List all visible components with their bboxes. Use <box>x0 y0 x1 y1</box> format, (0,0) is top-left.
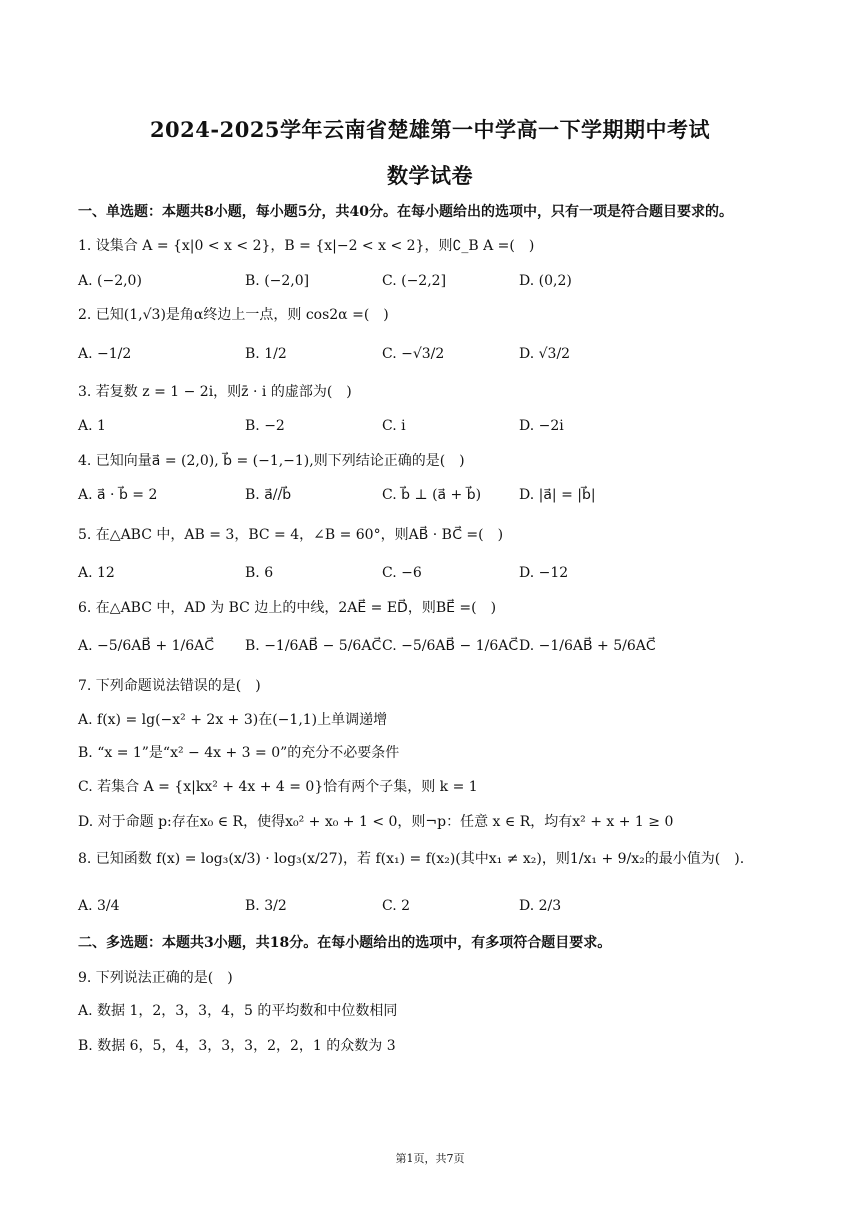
question-1-option-c: C. (−2,2] <box>382 273 447 289</box>
question-6-stem: 6. 在△ABC 中，AD 为 BC 边上的中线，2AE⃗ = ED⃗，则BE⃗ =( ) <box>78 600 497 616</box>
question-6-option-a: A. −5/6AB⃗ + 1/6AC⃗ <box>78 638 215 654</box>
question-5-stem: 5. 在△ABC 中，AB = 3，BC = 4，∠B = 60°，则AB⃗ · BC⃗ =( ) <box>78 527 504 543</box>
question-3-option-b: B. −2 <box>245 418 285 434</box>
question-6-option-b: B. −1/6AB⃗ − 5/6AC⃗ <box>245 638 382 654</box>
question-4-option-c: C. b⃗ ⊥ (a⃗ + b⃗) <box>382 487 482 503</box>
question-4-option-b: B. a⃗//b⃗ <box>245 487 292 503</box>
question-1-option-a: A. (−2,0) <box>78 273 142 289</box>
question-6-option-c: C. −5/6AB⃗ − 1/6AC⃗ <box>382 638 519 654</box>
question-3-option-d: D. −2i <box>519 418 564 434</box>
question-3-option-a: A. 1 <box>78 418 106 434</box>
question-1-option-b: B. (−2,0] <box>245 273 310 289</box>
question-5-option-a: A. 12 <box>78 565 115 581</box>
question-1-option-d: D. (0,2) <box>519 273 572 289</box>
exam-subtitle: 数学试卷 <box>387 163 473 188</box>
exam-title: 2024-2025学年云南省楚雄第一中学高一下学期期中考试 <box>149 117 711 142</box>
question-8-option-b: B. 3/2 <box>245 898 287 914</box>
question-2-option-a: A. −1/2 <box>78 346 132 362</box>
question-7-option-b: B. “x = 1”是“x² − 4x + 3 = 0”的充分不必要条件 <box>78 745 400 761</box>
question-1-stem: 1. 设集合 A = {x|0 < x < 2}，B = {x|−2 < x < 2}，则∁_B A =( ) <box>78 238 535 254</box>
question-4-option-d: D. |a⃗| = |b⃗| <box>519 487 596 503</box>
question-8-option-c: C. 2 <box>382 898 411 914</box>
page-footer: 第1页，共7页 <box>395 1152 465 1165</box>
question-2-option-d: D. √3/2 <box>519 346 571 362</box>
question-3-option-c: C. i <box>382 418 406 434</box>
question-6-option-d: D. −1/6AB⃗ + 5/6AC⃗ <box>519 638 656 654</box>
question-8-stem: 8. 已知函数 f(x) = log₃(x/3) · log₃(x/27)，若 f(x₁) = f(x₂)(其中x₁ ≠ x₂)，则1/x₁ + 9/x₂的最小值为( ). <box>78 851 745 867</box>
question-2-stem: 2. 已知(1,√3)是角α终边上一点，则 cos2α =( ) <box>78 307 389 323</box>
question-5-option-d: D. −12 <box>519 565 569 581</box>
section-single-choice: 一、单选题：本题共8小题，每小题5分，共40分。在每小题给出的选项中，只有一项是符合题目要求的。 <box>78 204 733 220</box>
section-multiple-choice: 二、多选题：本题共3小题，共18分。在每小题给出的选项中，有多项符合题目要求。 <box>78 935 612 951</box>
question-7-option-a: A. f(x) = lg(−x² + 2x + 3)在(−1,1)上单调递增 <box>78 712 388 728</box>
question-8-option-a: A. 3/4 <box>78 898 120 914</box>
question-3-stem: 3. 若复数 z = 1 − 2i，则z̄ · i 的虚部为( ) <box>78 384 352 400</box>
question-2-option-c: C. −√3/2 <box>382 346 445 362</box>
question-8-option-d: D. 2/3 <box>519 898 562 914</box>
question-4-stem: 4. 已知向量a⃗ = (2,0), b⃗ = (−1,−1),则下列结论正确的是( ) <box>78 453 465 469</box>
question-9-option-a: A. 数据 1，2，3，3，4，5 的平均数和中位数相同 <box>78 1003 398 1019</box>
question-7-option-c: C. 若集合 A = {x|kx² + 4x + 4 = 0}恰有两个子集，则 k = 1 <box>78 779 478 795</box>
question-5-option-b: B. 6 <box>245 565 274 581</box>
question-9-stem: 9. 下列说法正确的是( ) <box>78 970 233 986</box>
question-9-option-b: B. 数据 6，5，4，3，3，3，2，2，1 的众数为 3 <box>78 1038 396 1054</box>
question-4-option-a: A. a⃗ · b⃗ = 2 <box>78 487 158 503</box>
question-5-option-c: C. −6 <box>382 565 422 581</box>
question-2-option-b: B. 1/2 <box>245 346 287 362</box>
question-7-option-d: D. 对于命题 p:存在x₀ ∈ R，使得x₀² + x₀ + 1 < 0，则¬p：任意 x ∈ R，均有x² + x + 1 ≥ 0 <box>78 814 674 830</box>
question-7-stem: 7. 下列命题说法错误的是( ) <box>78 678 261 694</box>
